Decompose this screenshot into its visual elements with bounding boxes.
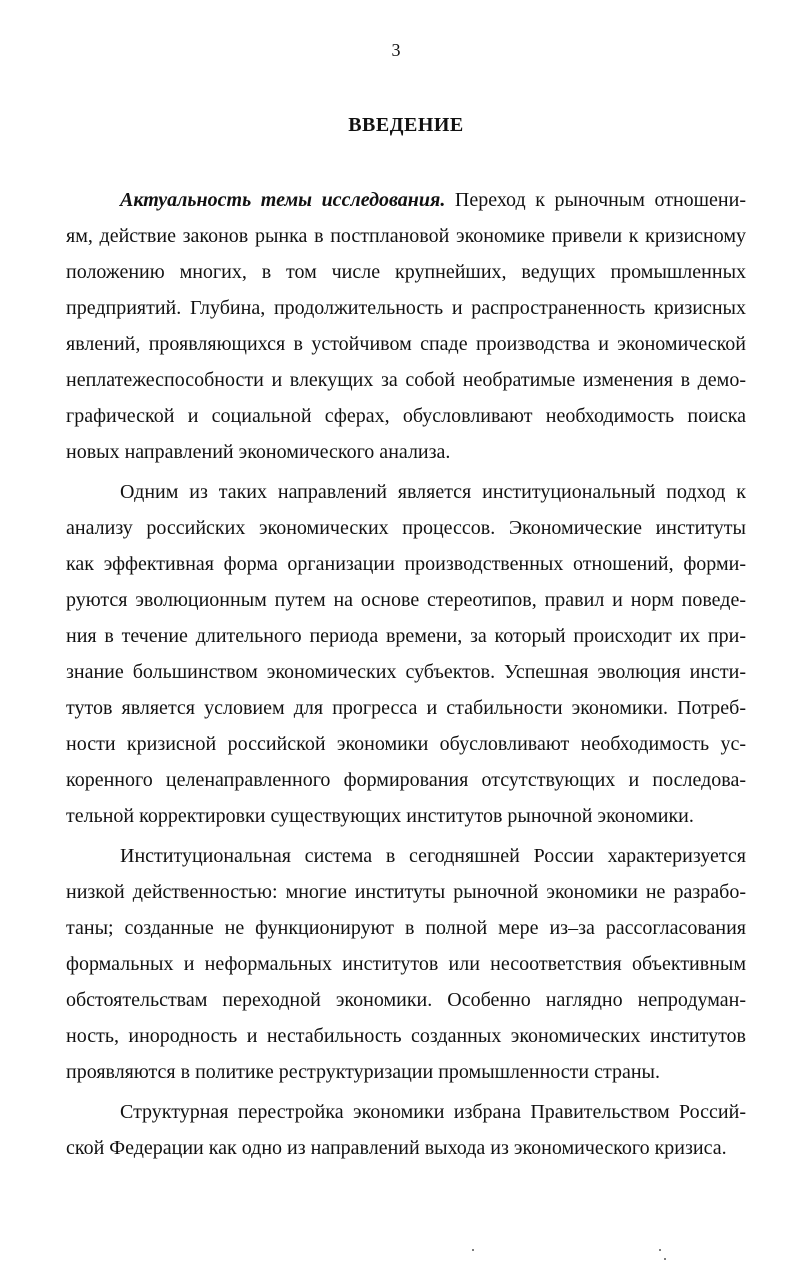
paragraph-line: Одним из таких направлений является институциональный подход к bbox=[120, 481, 746, 503]
relevance-lead: Актуальность темы исследования. bbox=[120, 189, 446, 211]
paragraph-line: знание большинством экономических субъектов. Успешная эволюция инсти- bbox=[66, 661, 746, 683]
paragraph-relevance bbox=[66, 182, 746, 470]
paragraph-line: таны; созданные не функционируют в полной мере из–за рассогласования bbox=[66, 917, 746, 939]
paragraph-line: ям, действие законов рынка в постплановой экономике привели к кризисному bbox=[66, 225, 746, 247]
paragraph-line: предприятий. Глубина, продолжительность и распространенность кризисных bbox=[66, 297, 746, 319]
paragraph-institutional-approach bbox=[66, 474, 746, 834]
paragraph-line: проявляются в политике реструктуризации промышленности страны. bbox=[66, 1061, 660, 1083]
paragraph-line: низкой действенностью: многие институты рыночной экономики не разрабо- bbox=[66, 881, 746, 903]
scan-speck bbox=[659, 1249, 661, 1251]
scan-speck bbox=[472, 1249, 474, 1251]
paragraph-line: руются эволюционным путем на основе стереотипов, правил и норм поведе- bbox=[66, 589, 746, 611]
paragraph-line: тельной корректировки существующих институтов рыночной экономики. bbox=[66, 805, 694, 827]
page-number: 3 bbox=[391, 40, 401, 60]
paragraph-line: Актуальность темы исследования. Переход к рыночным отношени- bbox=[120, 189, 747, 211]
section-heading: ВВЕДЕНИЕ bbox=[348, 114, 464, 136]
paragraph-line: Институциональная система в сегодняшней России характеризуется bbox=[120, 845, 746, 867]
paragraph-line: тутов является условием для прогресса и стабильности экономики. Потреб- bbox=[66, 697, 746, 719]
paragraph-line: новых направлений экономического анализа. bbox=[66, 441, 451, 463]
paragraph-line: ния в течение длительного периода времени, за который происходит их при- bbox=[66, 625, 746, 647]
paragraph-line: формальных и неформальных институтов или несоответствия объективным bbox=[66, 953, 746, 975]
paragraph-line: коренного целенаправленного формирования отсутствующих и последова- bbox=[66, 769, 746, 791]
scan-speck bbox=[664, 1258, 666, 1260]
paragraph-line: как эффективная форма организации производственных отношений, форми- bbox=[66, 553, 746, 575]
paragraph-line: ности кризисной российской экономики обусловливают необходимость ус- bbox=[66, 733, 746, 755]
paragraph-institutional-system bbox=[66, 838, 746, 1090]
paragraph-structural-reform bbox=[66, 1094, 746, 1166]
paragraph-line: графической и социальной сферах, обусловливают необходимость поиска bbox=[66, 405, 746, 427]
paragraph-line: анализу российских экономических процессов. Экономические институты bbox=[66, 517, 746, 539]
paragraph-line: ской Федерации как одно из направлений выхода из экономического кризиса. bbox=[66, 1137, 727, 1159]
paragraph-line: Структурная перестройка экономики избрана Правительством Россий- bbox=[120, 1101, 746, 1123]
paragraph-line: обстоятельствам переходной экономики. Особенно наглядно непродуман- bbox=[66, 989, 746, 1011]
paragraph-line: ность, инородность и нестабильность созданных экономических институтов bbox=[66, 1025, 746, 1047]
paragraph-line: положению многих, в том числе крупнейших, ведущих промышленных bbox=[66, 261, 746, 283]
paragraph-line: неплатежеспособности и влекущих за собой необратимые изменения в демо- bbox=[66, 369, 746, 391]
paragraph-line: явлений, проявляющихся в устойчивом спаде производства и экономической bbox=[66, 333, 746, 355]
